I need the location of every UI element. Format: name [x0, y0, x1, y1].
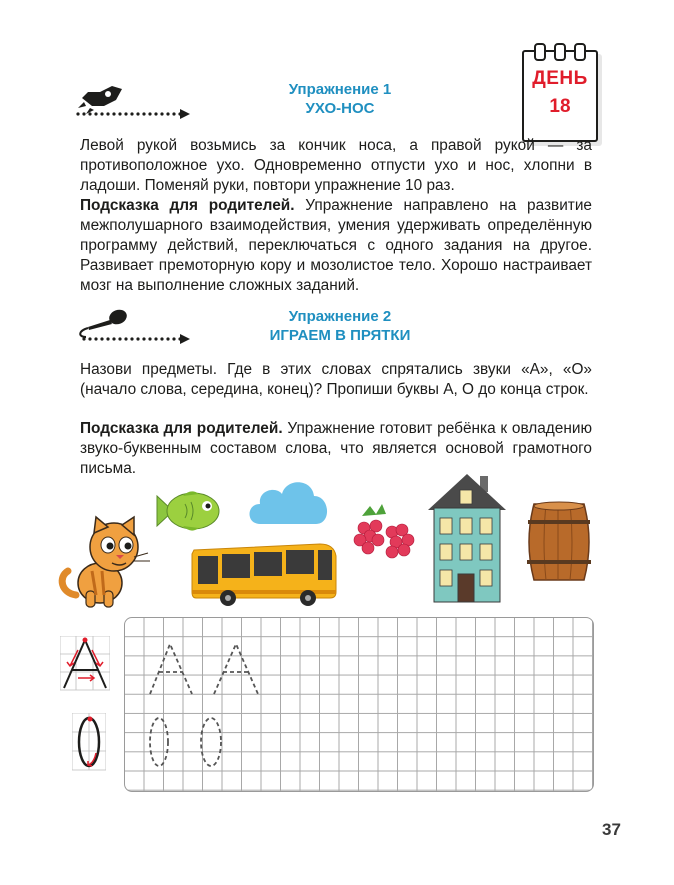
exercise-2-label: Упражнение 2 — [288, 308, 392, 325]
calendar-ring-icon — [534, 43, 546, 61]
exercise-1-heading — [200, 80, 480, 118]
microphone-icon — [74, 305, 194, 345]
rocket-icon — [74, 80, 194, 120]
raspberry-picture — [348, 502, 418, 564]
exercise-2-heading — [200, 307, 480, 345]
page-number: 37 — [602, 820, 621, 839]
exercise-1-hint — [80, 196, 592, 296]
exercise-2-hint — [80, 419, 592, 479]
house-picture — [424, 470, 510, 604]
cat-picture — [56, 515, 156, 610]
trace-letter-o — [150, 718, 168, 766]
exercise-1-hint-label: Подсказка для родителей. — [80, 197, 295, 214]
exercise-2-name: ИГРАЕМ В ПРЯТКИ — [269, 327, 411, 344]
letter-o-guide-icon — [72, 713, 106, 771]
letter-a-guide-icon — [60, 636, 110, 692]
calendar-ring-icon — [554, 43, 566, 61]
barrel-picture — [524, 500, 594, 584]
exercise-1-instructions: Левой рукой возьмись за кончик носа, а правой рукой — за противоположное ухо. Одновременно отпусти ухо и нос, хлопни в ладоши. Поменяй руки, повтори упражнение 10 раз. — [80, 137, 592, 194]
calendar-ring-icon — [574, 43, 586, 61]
exercise-1-name: УХО-НОС — [305, 100, 375, 117]
exercise-2-instructions: Назови предметы. Где в этих словах спрятались звуки «А», «О» (начало слова, середина, конец)? Пропиши буквы А, О до конца строк. — [80, 361, 592, 398]
exercise-2-hint-label: Подсказка для родителей. — [80, 420, 283, 437]
calendar-day-number: 18 — [549, 96, 571, 117]
bus-picture — [190, 540, 338, 606]
trace-letter-o — [201, 718, 221, 766]
trace-letter-a — [150, 644, 192, 694]
trace-letter-a — [214, 644, 258, 694]
exercise-1-label: Упражнение 1 — [288, 81, 392, 98]
day-calendar — [522, 50, 598, 142]
tracing-letters — [124, 617, 592, 790]
fish-picture — [155, 488, 221, 534]
exercise-2-hint-text: Упражнение готовит ребёнка к овладению звуко-буквенным составом слова, что является основой грамотного письма. — [80, 420, 592, 477]
calendar-day-word: ДЕНЬ — [532, 68, 588, 89]
exercise-1-hint-text: Упражнение направлено на развитие межполушарного взаимодействия, умения удерживать определённую программу действий, переключаться с одного задания на другое. Развивает премоторную кору и мозолистое тело. Хорошо настраивает мозг на выполнение сложных заданий. — [80, 197, 592, 294]
cloud-picture — [246, 474, 332, 526]
